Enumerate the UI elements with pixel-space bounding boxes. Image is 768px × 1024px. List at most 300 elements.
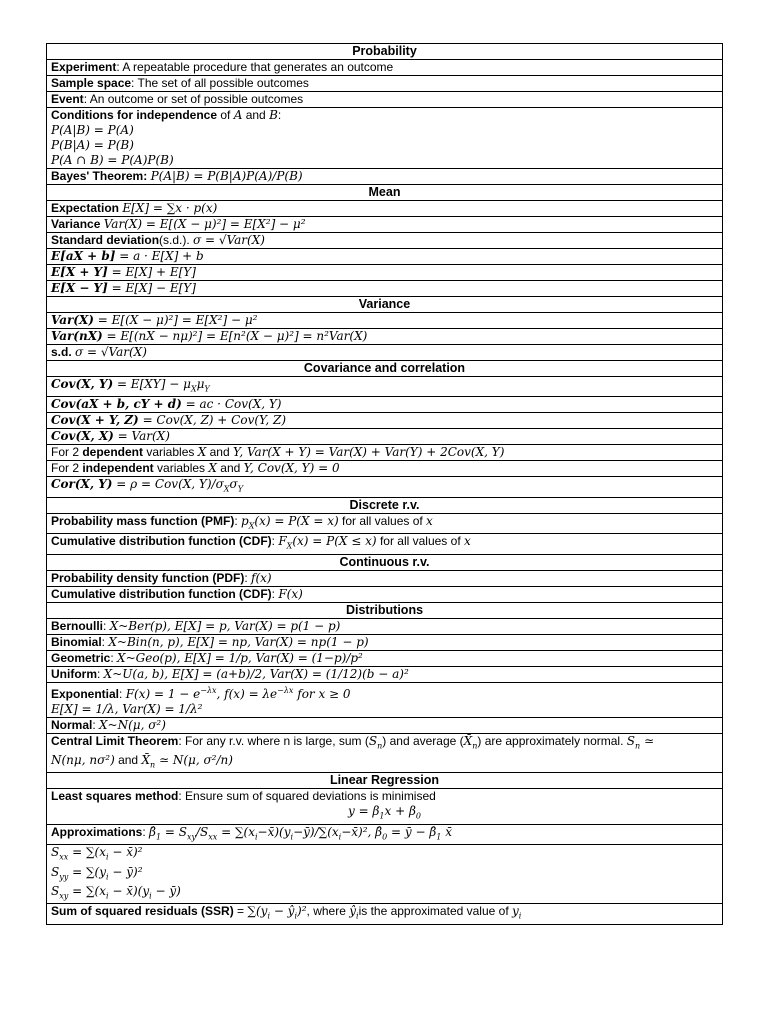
math-expression: ≃ N(μ, σ²/n) [155,752,233,767]
math-expression: 1 [379,811,385,821]
math-expression: x [463,534,471,549]
text-fragment: variables [153,461,209,476]
math-expression: F(x) = 1 − e [125,686,201,701]
text-fragment: and [114,752,142,767]
math-expression: n [150,760,156,770]
bold-term: Cumulative distribution function (CDF) [51,586,272,601]
text-fragment: and [242,108,270,122]
math-expression: n [634,740,641,750]
math-expression: N(nμ, nσ²) [51,752,115,767]
text-fragment: : A repeatable procedure that generates an outcome [116,60,394,74]
formula-line [51,123,718,138]
formula-row [47,461,723,477]
math-expression: E[aX + b] [51,249,116,263]
text-fragment: : [97,666,104,681]
math-expression: Y [237,484,243,494]
math-expression: Y, Var(X + Y) = Var(X) + Var(Y) + 2Cov(X, Y) [232,445,505,460]
math-expression: , f(x) = λe [216,686,278,701]
formula-row [47,717,723,733]
math-expression: Y [204,384,210,394]
formula-row [47,201,723,217]
formula-cell [47,429,723,445]
bold-term: Approximations [51,824,143,839]
formula-line [51,313,718,328]
math-expression: (x) = P(X = x) [254,513,339,528]
formula-row [47,634,723,650]
formula-line [51,753,718,772]
math-expression: = S [161,824,187,839]
formula-row [47,477,723,497]
math-expression: = ∑(x [68,845,106,860]
formula-cell [47,650,723,666]
math-expression: − x̄)(y [108,883,150,898]
math-expression: S [51,845,60,860]
formula-line [51,845,718,864]
formula-cell [47,682,723,717]
formula-line [51,477,718,496]
math-expression: Cov(X, X) [51,429,114,444]
bold-term: Standard deviation [51,233,160,247]
formula-line [51,60,718,75]
math-expression: P(A|B) = P(B|A)P(A)/P(B) [150,169,303,183]
section-header-row [47,497,723,513]
math-expression: i [254,832,258,842]
formula-row [47,397,723,413]
formula-cell [47,217,723,233]
formula-cell [47,377,723,397]
formula-cell [47,281,723,297]
math-expression: x + β [384,804,416,819]
math-expression: f(x) [251,570,272,585]
formula-row [47,233,723,249]
math-expression: P(A|B) = P(A) [51,123,134,137]
bold-term: Experiment [51,60,117,74]
formula-row [47,313,723,329]
math-expression: S [51,883,60,898]
formula-cell [47,733,723,773]
bold-term: Sample space [51,76,132,90]
text-fragment: variables [143,445,198,460]
math-expression: = E[X] + E[Y] [107,265,196,279]
math-expression: E[X − Y] [51,281,108,295]
bold-term: Expectation [51,201,123,215]
formula-row [47,429,723,445]
math-expression: 1 [436,832,442,842]
text-fragment: and [206,445,233,460]
formula-line [51,667,718,682]
math-expression: i [105,852,109,862]
text-fragment: for all values of [376,534,464,549]
bold-term: s.d. [51,345,76,359]
math-expression: xx [59,852,69,862]
math-expression: (x) = P(X ≤ x) [292,534,377,549]
formula-row [47,217,723,233]
bold-term: Variance [51,217,104,231]
text-fragment: For 2 [51,461,83,476]
text-fragment: : [103,618,110,633]
section-title: Discrete r.v. [47,497,723,513]
text-fragment: : [234,513,242,528]
math-expression: 0 [415,811,421,821]
formula-cell [47,413,723,429]
bold-term: Uniform [51,666,97,681]
formula-cell [47,397,723,413]
bold-term: Bayes' Theorem: [51,169,151,183]
math-expression: P(B|A) = P(B) [51,138,134,152]
math-expression: B [269,108,278,122]
formula-cell [47,845,723,904]
formula-line [51,345,718,360]
text-fragment: : For any r.v. where n is large, sum ( [178,733,369,748]
formula-line [51,233,718,248]
formula-cell [47,789,723,824]
math-expression: X~Bin(n, p), E[X] = np, Var(X) = np(1 − p) [108,634,369,649]
math-expression: xy [59,891,69,901]
text-fragment: : An outcome or set of possible outcomes [83,92,304,106]
formula-line [51,169,718,184]
section-title: Covariance and correlation [47,361,723,377]
formula-row [47,904,723,924]
formula-line [51,329,718,344]
math-expression: S [51,864,60,879]
formula-line [51,865,718,884]
bold-term: Conditions for independence [51,108,218,122]
bold-term: Probability mass function (PMF) [51,513,235,528]
formula-cell [47,60,723,76]
math-expression: = a · E[X] + b [115,249,204,263]
bold-term: Sum of squared residuals (SSR) [51,904,234,919]
formula-sheet-body [47,44,723,925]
math-expression: = ac · Cov(X, Y) [181,397,282,412]
math-expression: yy [59,871,69,881]
text-fragment: and [216,461,244,476]
text-fragment: , where [306,904,350,919]
formula-row [47,329,723,345]
math-expression: = ∑(x [68,883,106,898]
text-fragment: = [233,904,248,919]
math-expression: X~U(a, b), E[X] = (a+b)/2, Var(X) = (1/12)(b − a)² [103,666,409,681]
formula-row [47,265,723,281]
text-fragment: : [110,650,118,665]
formula-row [47,682,723,717]
math-expression: p [241,513,249,528]
text-fragment: ) are approximately normal. [477,733,627,748]
math-expression: S [368,733,378,748]
formula-cell [47,313,723,329]
math-expression: − x̄)² [108,845,143,860]
formula-line [51,825,718,844]
math-expression: μ [196,377,205,391]
math-expression: E[X] = ∑x · p(x) [122,201,218,215]
formula-line [51,789,718,804]
formula-row [47,169,723,185]
math-expression: = Var(X) [113,429,170,444]
math-expression: i [294,911,298,921]
formula-line [51,651,718,666]
formula-row [47,650,723,666]
math-expression: = E[X] − E[Y] [107,281,196,295]
math-expression: −x̄)², β̂ [341,824,383,839]
math-expression: xx [208,832,218,842]
math-expression: A [233,108,243,122]
text-fragment: : [271,586,279,601]
math-expression: X~N(μ, σ²) [99,717,166,732]
math-expression: Var(nX) [51,329,103,343]
math-expression: ∑(y [247,904,268,919]
text-fragment: : Ensure sum of squared deviations is minimised [178,789,436,804]
math-expression: i [149,891,152,901]
formula-sheet-table [46,43,723,925]
formula-line [51,904,718,923]
formula-row [47,281,723,297]
math-expression: i [290,832,294,842]
formula-line [51,635,718,650]
math-expression: = ∑(x [217,824,255,839]
formula-line [51,514,718,533]
formula-cell [47,108,723,169]
math-expression: x [426,513,433,528]
math-expression: X [197,445,207,460]
formula-cell [47,618,723,634]
formula-row [47,733,723,773]
formula-row [47,76,723,92]
formula-line [51,571,718,586]
text-fragment: : [244,570,252,585]
math-expression: ≃ [640,733,655,748]
math-expression: = E[(nX − nμ)²] = E[n²(X − μ)²] = n²Var(X) [102,329,368,343]
math-expression: X̄ [141,752,150,767]
formula-line [51,445,718,460]
formula-line [51,534,718,553]
section-title: Continuous r.v. [47,554,723,570]
text-fragment: For 2 [51,445,83,460]
math-expression: 0 [382,832,388,842]
math-expression: n [472,740,478,750]
formula-cell [47,265,723,281]
bold-term: independent [82,461,154,476]
formula-cell [47,534,723,554]
formula-line [51,92,718,107]
formula-cell [47,345,723,361]
formula-cell [47,233,723,249]
math-expression: X [208,461,217,476]
formula-line [51,804,718,823]
formula-line [51,281,718,296]
text-fragment: : The set of all possible outcomes [131,76,309,90]
formula-row [47,789,723,824]
formula-cell [47,329,723,345]
text-fragment: : [92,717,100,732]
math-expression: X~Geo(p), E[X] = 1/p, Var(X) = (1−p)/p² [117,650,363,665]
formula-line [51,397,718,412]
formula-row [47,92,723,108]
formula-row [47,824,723,844]
math-expression: xy [186,832,196,842]
formula-cell [47,904,723,924]
formula-cell [47,717,723,733]
math-expression: F [278,534,287,549]
text-fragment: : [271,534,279,549]
math-expression: Cor(X, Y) [51,477,113,492]
text-fragment: (s.d.). [159,233,194,247]
formula-row [47,413,723,429]
formula-row [47,845,723,904]
bold-term: Geometric [51,650,111,665]
formula-cell [47,249,723,265]
formula-line [51,138,718,153]
math-expression: i [518,911,522,921]
math-expression: /S [195,824,209,839]
math-expression: y [511,904,519,919]
math-expression: S [626,733,635,748]
bold-term: Binomial [51,634,102,649]
formula-cell [47,201,723,217]
formula-row [47,618,723,634]
math-expression: y = β [348,804,380,819]
math-expression: = E[XY] − μ [113,377,191,391]
text-fragment: : [277,108,282,122]
math-expression: = ∑(y [68,864,106,879]
bold-term: Normal [51,717,93,732]
formula-cell [47,169,723,185]
math-expression: i [356,911,359,921]
math-expression: X̄ [463,733,473,748]
formula-row [47,108,723,169]
math-expression: E[X] = 1/λ, Var(X) = 1/λ² [51,701,203,716]
formula-cell [47,513,723,533]
formula-line [51,461,718,476]
text-fragment: is the approximated value of [358,904,512,919]
bold-term: Cumulative distribution function (CDF) [51,534,272,549]
formula-line [51,884,718,903]
text-fragment: of [217,108,234,122]
text-fragment: : [142,824,150,839]
formula-row [47,249,723,265]
bold-term: dependent [82,445,144,460]
formula-cell [47,461,723,477]
math-expression: −ȳ)/∑(x [293,824,339,839]
formula-row [47,586,723,602]
formula-line [51,683,718,702]
math-expression: Var(X) [51,313,94,327]
math-expression: P(A ∩ B) = P(A)P(B) [51,153,174,167]
formula-line [51,76,718,91]
formula-line [51,718,718,733]
bold-term: Probability density function (PDF) [51,570,245,585]
section-title: Mean [47,185,723,201]
section-header-row [47,185,723,201]
math-expression: X [248,521,255,531]
text-fragment: : [101,634,109,649]
math-expression: Cov(aX + b, cY + d) [51,397,182,412]
formula-cell [47,477,723,497]
math-expression: )² [297,904,307,919]
math-expression: X [286,541,293,551]
math-expression: X~Ber(p), E[X] = p, Var(X) = p(1 − p) [109,618,341,633]
formula-cell [47,586,723,602]
formula-cell [47,92,723,108]
bold-term: Exponential [51,686,120,701]
math-expression: E[X + Y] [51,265,108,279]
formula-cell [47,634,723,650]
formula-cell [47,76,723,92]
math-expression: σ [229,477,238,492]
math-expression: = E[(X − μ)²] = E[X²] − μ² [93,313,258,327]
formula-line [51,217,718,232]
formula-line [51,702,718,717]
text-fragment: : [119,686,126,701]
math-expression: β̂ [149,824,156,839]
math-expression: i [105,891,109,901]
math-expression: − ȳ)² [108,864,143,879]
math-expression: = Cov(X, Z) + Cov(Y, Z) [138,413,287,428]
section-title: Probability [47,44,723,60]
math-expression: Cov(X, Y) [51,377,114,391]
bold-term: Bernoulli [51,618,104,633]
math-expression: = ρ = Cov(X, Y)/σ [112,477,224,492]
formula-line [51,413,718,428]
formula-cell [47,445,723,461]
text-fragment: for all values of [338,513,427,528]
section-header-row [47,773,723,789]
section-title: Distributions [47,602,723,618]
math-expression: x̄ [441,824,452,839]
math-expression: 1 [155,832,162,842]
section-header-row [47,602,723,618]
math-expression: − ŷ [270,904,295,919]
formula-row [47,377,723,397]
math-expression: −x̄)(y [257,824,291,839]
math-expression: σ = √Var(X) [193,233,265,247]
math-expression: −λx [277,685,294,695]
text-fragment: ) and average ( [382,733,464,748]
formula-row [47,60,723,76]
formula-line [51,429,718,444]
math-expression: Cov(X + Y, Z) [51,413,139,428]
formula-line [51,587,718,602]
formula-line [51,249,718,264]
formula-line [51,734,718,753]
math-expression: for x ≥ 0 [293,686,351,701]
math-expression: n [377,740,383,750]
formula-row [47,570,723,586]
bold-term: Event [51,92,84,106]
formula-line [51,201,718,216]
section-title: Linear Regression [47,773,723,789]
math-expression: Y, Cov(X, Y) = 0 [243,461,340,476]
formula-row [47,345,723,361]
bold-term: Least squares method [51,789,179,804]
math-expression: = ȳ − β̂ [387,824,437,839]
formula-line [51,265,718,280]
formula-line [51,619,718,634]
bold-term: Central Limit Theorem [51,733,179,748]
math-expression: σ = √Var(X) [75,345,147,359]
math-expression: i [106,871,109,881]
math-expression: i [267,911,270,921]
section-title: Variance [47,297,723,313]
math-expression: X [190,384,197,394]
math-expression: Var(X) = E[(X − μ)²] = E[X²] − μ² [103,217,306,231]
section-header-row [47,361,723,377]
formula-line [51,377,718,396]
math-expression: i [338,832,342,842]
formula-row [47,445,723,461]
section-header-row [47,297,723,313]
math-expression: F(x) [278,586,303,601]
formula-line [51,108,718,123]
formula-line [51,153,718,168]
